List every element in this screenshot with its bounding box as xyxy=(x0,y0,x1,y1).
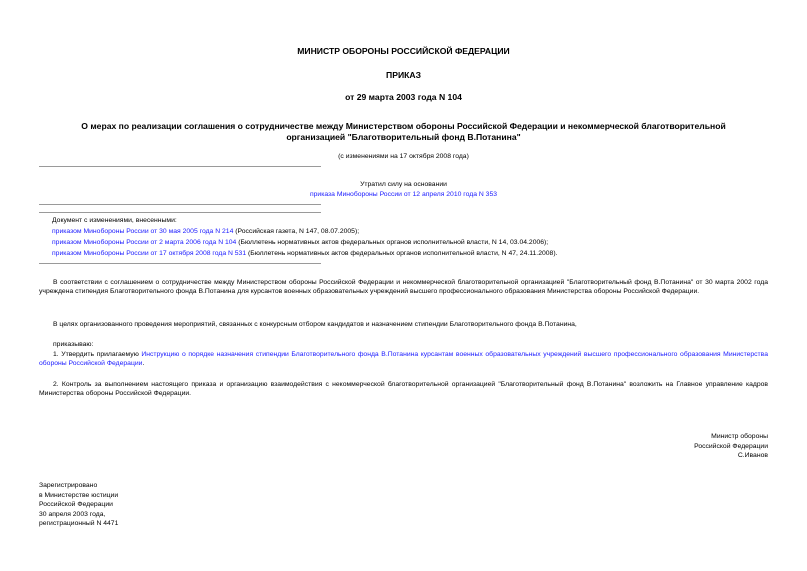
preamble-paragraph: В соответствии с соглашением о сотрудничестве между Министерством обороны Российской Федерации и некоммерческой благотворительной организацией "Благотворительный фонд В.Потанина" от 30 марта 2002 года учреждена стипендия Благотворительного фонда В.Потанина для курсантов военных образовательных учреждений высшего профессионального образования Министерства обороны Российской Федерации. xyxy=(39,279,768,296)
repeal-order-link[interactable]: приказа Минобороны России от 12 апреля 2010 года N 353 xyxy=(309,191,498,198)
registration-date: 30 апреля 2003 года, xyxy=(39,510,106,518)
ministry-heading: МИНИСТР ОБОРОНЫ РОССИЙСКОЙ ФЕДЕРАЦИИ xyxy=(297,46,510,56)
item1-prefix: 1. Утвердить прилагаемую xyxy=(53,351,142,358)
registration-line: Российской Федерации xyxy=(39,501,113,509)
change-item xyxy=(52,249,557,258)
signature-name: С.Иванов xyxy=(737,452,768,460)
order-item-2: 2. Контроль за выполнением настоящего приказа и организацию взаимодействия с некоммерческой благотворительной организацией "Благотворительный фонд В.Потанина" возложить на Главное управление кадров Министерства обороны Российской Федерации. xyxy=(39,381,768,398)
document-title-line1: О мерах по реализации соглашения о сотрудничестве между Министерством обороны Российской Федерации и некоммерческой благотворительной xyxy=(81,121,726,131)
amendment-source: (Бюллетень нормативных актов федеральных органов исполнительной власти, N 14, 03.04.2006); xyxy=(236,239,549,246)
amendment-source: (Бюллетень нормативных актов федеральных органов исполнительной власти, N 47, 24.11.2008). xyxy=(246,250,558,257)
status-link-container xyxy=(0,190,807,199)
divider xyxy=(39,263,321,264)
divider xyxy=(39,166,321,167)
signature-country: Российской Федерации xyxy=(694,442,768,450)
registration-number: регистрационный N 4471 xyxy=(39,520,119,528)
amendment-link[interactable]: приказом Минобороны России от 30 мая 2005 года N 214 xyxy=(52,228,234,235)
registration-line: в Министерстве юстиции xyxy=(39,491,119,499)
change-item xyxy=(52,227,359,236)
amendment-link[interactable]: приказом Минобороны России от 2 марта 2006 года N 104 xyxy=(52,239,237,246)
document-type: ПРИКАЗ xyxy=(386,70,421,80)
status-text: Утратил силу на основании xyxy=(360,181,447,188)
registration-block xyxy=(39,481,118,529)
instruction-link[interactable]: Инструкцию о порядке назначения стипендии Благотворительного фонда В.Потанина курсантам военных образовательных учреждений высшего профессионального образования Министерства обороны Российской Федерации xyxy=(39,351,768,368)
amendment-source: (Российская газета, N 147, 08.07.2005); xyxy=(233,228,360,235)
signature-block xyxy=(694,432,768,461)
purpose-paragraph: В целях организованного проведения мероприятий, связанных с конкурсным отбором кандидатов и назначением стипендии Благотворительного фонда В.Потанина, xyxy=(53,321,577,328)
document-title-line2: организацией "Благотворительный фонд В.Потанина" xyxy=(286,132,521,142)
change-item xyxy=(52,238,548,247)
amendment-link[interactable]: приказом Минобороны России от 17 октября 2008 года N 531 xyxy=(52,250,247,257)
order-word: приказываю: xyxy=(53,341,94,348)
order-item-1 xyxy=(39,350,768,368)
amendment-note: (с изменениями на 17 октября 2008 года) xyxy=(338,153,469,160)
signature-title: Министр обороны xyxy=(711,433,768,440)
document-date-number: от 29 марта 2003 года N 104 xyxy=(345,92,462,102)
divider xyxy=(39,212,321,213)
registration-line: Зарегистрировано xyxy=(39,482,98,489)
changes-intro: Документ с изменениями, внесенными: xyxy=(52,217,177,224)
item1-suffix: . xyxy=(142,360,145,368)
divider xyxy=(39,204,321,205)
